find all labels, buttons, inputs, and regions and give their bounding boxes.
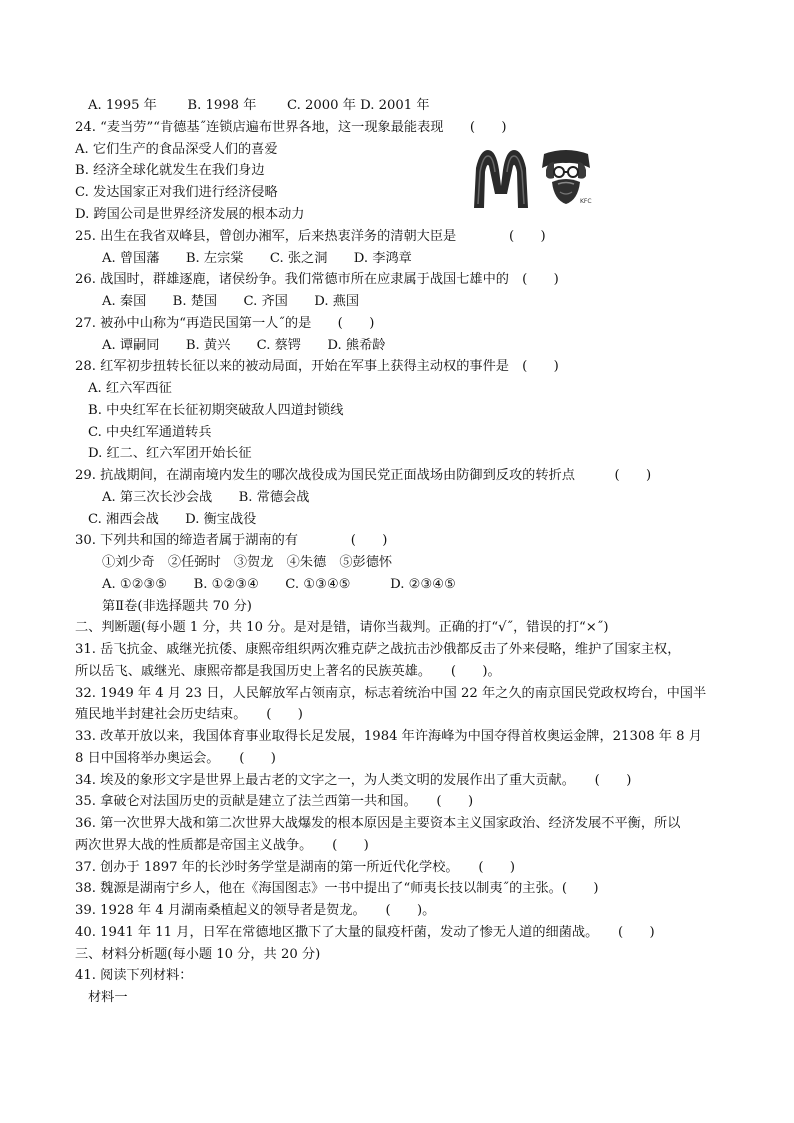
material-section-heading: 三、材料分析题(每小题 10 分，共 20 分)	[75, 947, 321, 962]
q36-line-1: 36. 第一次世界大战和第二次世界大战爆发的根本原因是主要资本主义国家政治、经济发展不平衡，所以	[75, 816, 681, 831]
q29-options-ab: A. 第三次长沙会战 B. 常德会战	[102, 490, 310, 505]
q34: 34. 埃及的象形文字是世界上最古老的文字之一，为人类文明的发展作出了重大贡献。 ( )	[75, 773, 632, 788]
q27-stem: 27. 被孙中山称为“再造民国第一人˝的是 ( )	[75, 316, 375, 331]
q26-stem: 26. 战国时，群雄逐鹿，诸侯纷争。我们常德市所在应隶属于战国七雄中的 ( )	[75, 272, 559, 287]
q28-option-c: C. 中央红军通道转兵	[88, 425, 212, 440]
section-2-title: 第Ⅱ卷(非选择题共 70 分)	[102, 599, 252, 614]
q27-options: A. 谭嗣同 B. 黄兴 C. 蔡锷 D. 熊希龄	[102, 338, 386, 353]
q24-option-a: A. 它们生产的食品深受人们的喜爱	[75, 142, 278, 157]
q26-options: A. 秦国 B. 楚国 C. 齐国 D. 燕国	[102, 294, 360, 309]
q30-stem: 30. 下列共和国的缔造者属于湖南的有 ( )	[75, 533, 388, 548]
q28-option-d: D. 红二、红六军团开始长征	[88, 446, 252, 461]
q28-option-a: A. 红六军西征	[88, 381, 172, 396]
q28-option-b: B. 中央红军在长征初期突破敌人四道封锁线	[88, 403, 344, 418]
q35: 35. 拿破仑对法国历史的贡献是建立了法兰西第一共和国。 ( )	[75, 794, 474, 809]
q38: 38. 魏源是湖南宁乡人，他在《海国图志》一书中提出了“师夷长技以制夷˝的主张。( )	[75, 881, 599, 896]
q24-option-c: C. 发达国家正对我们进行经济侵略	[75, 185, 278, 200]
q25-options: A. 曾国藩 B. 左宗棠 C. 张之洞 D. 李鸿章	[102, 251, 412, 266]
q32-line-1: 32. 1949 年 4 月 23 日，人民解放军占领南京，标志着统治中国 22 年之久的南京国民党政权垮台，中国半	[75, 686, 707, 701]
q23-options: A. 1995 年 B. 1998 年 C. 2000 年 D. 2001 年	[88, 98, 430, 113]
judgement-section-heading: 二、判断题(每小题 1 分，共 10 分。是对是错，请你当裁判。正确的打“√˝，错误的打“×˝)	[75, 620, 609, 635]
q31-line-1: 31. 岳飞抗金、戚继光抗倭、康熙帝组织两次雅克萨之战抗击沙俄都反击了外来侵略，维护了国家主权，	[75, 642, 681, 657]
q24-option-b: B. 经济全球化就发生在我们身边	[75, 163, 265, 178]
q30-options: A. ①②③⑤ B. ①②③④ C. ①③④⑤ D. ②③④⑤	[102, 577, 456, 592]
q29-options-cd: C. 湘西会战 D. 衡宝战役	[88, 512, 257, 527]
q24-stem: 24. “麦当劳”“肯德基˝连锁店遍布世界各地，这一现象最能表现 ( )	[75, 120, 507, 135]
q33-line-1: 33. 改革开放以来，我国体育事业取得长足发展，1984 年许海峰为中国夺得首枚奥运金牌，21308 年 8 月	[75, 729, 702, 744]
kfc-text: KFC	[580, 198, 592, 205]
brand-logos	[470, 146, 598, 210]
q41-stem: 41. 阅读下列材料：	[75, 968, 193, 983]
mcdonalds-arches-logo	[470, 146, 532, 210]
q25-stem: 25. 出生在我省双峰县，曾创办湘军，后来热衷洋务的清朝大臣是 ( )	[75, 229, 546, 244]
q41-material-1-label: 材料一	[88, 990, 128, 1005]
q24-option-d: D. 跨国公司是世界经济发展的根本动力	[75, 207, 305, 222]
q28-stem: 28. 红军初步扭转长征以来的被动局面，开始在军事上获得主动权的事件是 ( )	[75, 359, 559, 374]
q29-stem: 29. 抗战期间，在湖南境内发生的哪次战役成为国民党正面战场由防御到反攻的转折点 ( )	[75, 468, 652, 483]
q32-line-2: 殖民地半封建社会历史结束。 ( )	[75, 707, 303, 722]
q36-line-2: 两次世界大战的性质都是帝国主义战争。 ( )	[75, 838, 369, 853]
q40: 40. 1941 年 11 月，日军在常德地区撒下了大量的鼠疫杆菌，发动了惨无人道的细菌战。 ( )	[75, 925, 655, 940]
q37: 37. 创办于 1897 年的长沙时务学堂是湖南的第一所近代化学校。 ( )	[75, 860, 516, 875]
q30-items: ①刘少奇 ②任弼时 ③贺龙 ④朱德 ⑤彭德怀	[102, 555, 393, 570]
q33-line-2: 8 日中国将举办奥运会。 ( )	[75, 751, 276, 766]
q31-line-2: 所以岳飞、戚继光、康熙帝都是我国历史上著名的民族英雄。 ( )。	[75, 664, 501, 679]
q39: 39. 1928 年 4 月湖南桑植起义的领导者是贺龙。 ( )。	[75, 903, 436, 918]
